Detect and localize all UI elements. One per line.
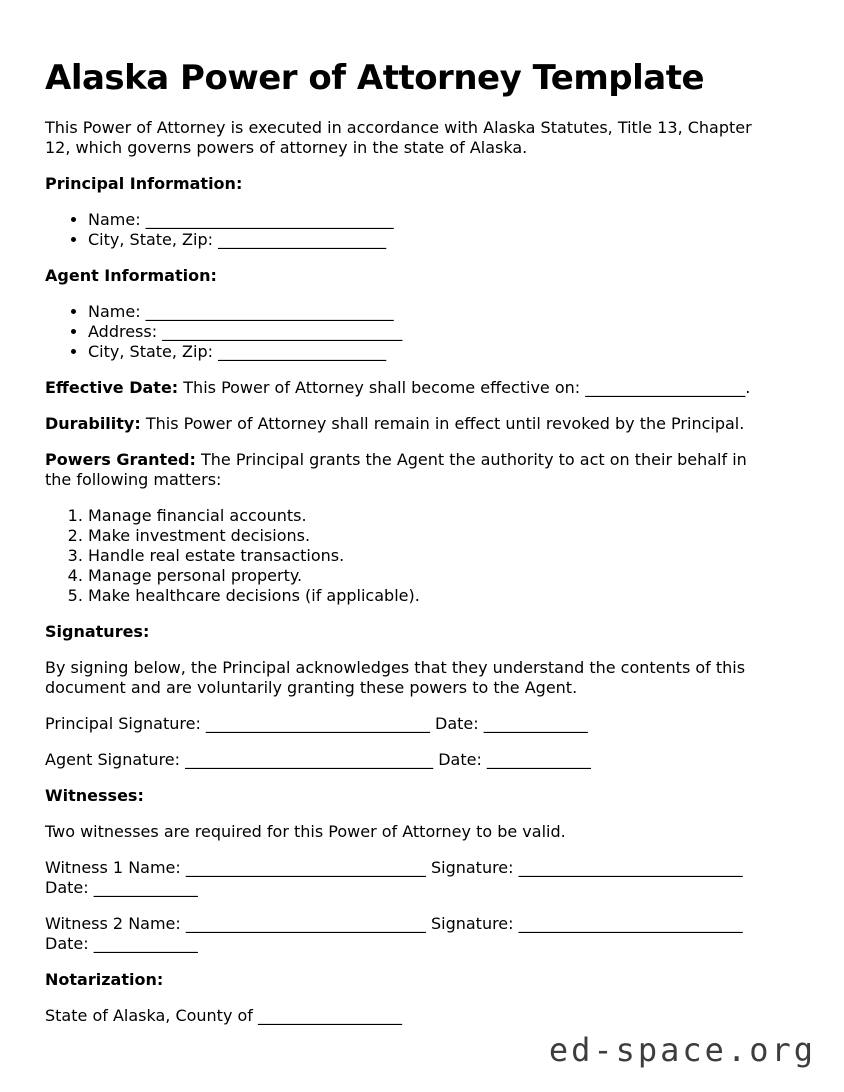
witness1-date-line: Date: _____________: [45, 878, 198, 897]
effective-date-text: This Power of Attorney shall become effective on: ____________________.: [183, 378, 751, 397]
witness2-block: [45, 914, 799, 954]
power-item: 2. Make investment decisions.: [88, 526, 799, 546]
agent-city-state-zip-field: • City, State, Zip: _____________________: [88, 342, 799, 362]
witnesses-note: Two witnesses are required for this Power of Attorney to be valid.: [45, 822, 566, 841]
witness2-name-signature-line: Witness 2 Name: ______________________________ Signature: ____________________________: [45, 914, 743, 933]
signatures-heading: Signatures:: [45, 622, 150, 641]
notarization-state-line: State of Alaska, County of __________________: [45, 1006, 403, 1025]
powers-list: [45, 506, 799, 606]
acknowledgement-paragraph: [45, 658, 799, 698]
principal-info-list: [45, 210, 799, 250]
powers-granted-line-2: the following matters:: [45, 470, 222, 489]
power-item: 3. Handle real estate transactions.: [88, 546, 799, 566]
powers-granted-paragraph: [45, 450, 799, 490]
acknowledgement-line-2: document and are voluntarily granting these powers to the Agent.: [45, 678, 578, 697]
intro-line-1: This Power of Attorney is executed in accordance with Alaska Statutes, Title 13, Chapter: [45, 118, 752, 137]
agent-info-list: [45, 302, 799, 362]
agent-name-field: • Name: _______________________________: [88, 302, 799, 322]
principal-signature-line: Principal Signature: ____________________________ Date: _____________: [45, 714, 588, 733]
notarization-heading: Notarization:: [45, 970, 164, 989]
powers-granted-label: Powers Granted:: [45, 450, 196, 469]
principal-info-heading: Principal Information:: [45, 174, 243, 193]
witness1-block: [45, 858, 799, 898]
effective-date-line: [45, 378, 799, 398]
witness2-date-line: Date: _____________: [45, 934, 198, 953]
power-item: 4. Manage personal property.: [88, 566, 799, 586]
durability-line: [45, 414, 799, 434]
effective-date-label: Effective Date:: [45, 378, 179, 397]
intro-paragraph: [45, 118, 799, 158]
witness1-name-signature-line: Witness 1 Name: ______________________________ Signature: ____________________________: [45, 858, 743, 877]
agent-info-heading: Agent Information:: [45, 266, 217, 285]
intro-line-2: 12, which governs powers of attorney in the state of Alaska.: [45, 138, 528, 157]
witnesses-heading: Witnesses:: [45, 786, 144, 805]
powers-granted-line-1: Powers Granted: The Principal grants the Agent the authority to act on their behalf in: [45, 450, 747, 469]
power-item: 1. Manage financial accounts.: [88, 506, 799, 526]
watermark: ed-space.org: [548, 1031, 816, 1069]
agent-signature-line: Agent Signature: _______________________________ Date: _____________: [45, 750, 591, 769]
durability-text: This Power of Attorney shall remain in effect until revoked by the Principal.: [145, 414, 745, 433]
principal-city-state-zip-field: • City, State, Zip: _____________________: [88, 230, 799, 250]
principal-name-field: • Name: _______________________________: [88, 210, 799, 230]
power-item: 5. Make healthcare decisions (if applicable).: [88, 586, 799, 606]
acknowledgement-line-1: By signing below, the Principal acknowledges that they understand the contents of this: [45, 658, 746, 677]
durability-label: Durability:: [45, 414, 141, 433]
agent-address-field: • Address: ______________________________: [88, 322, 799, 342]
page-title: Alaska Power of Attorney Template: [45, 58, 705, 98]
